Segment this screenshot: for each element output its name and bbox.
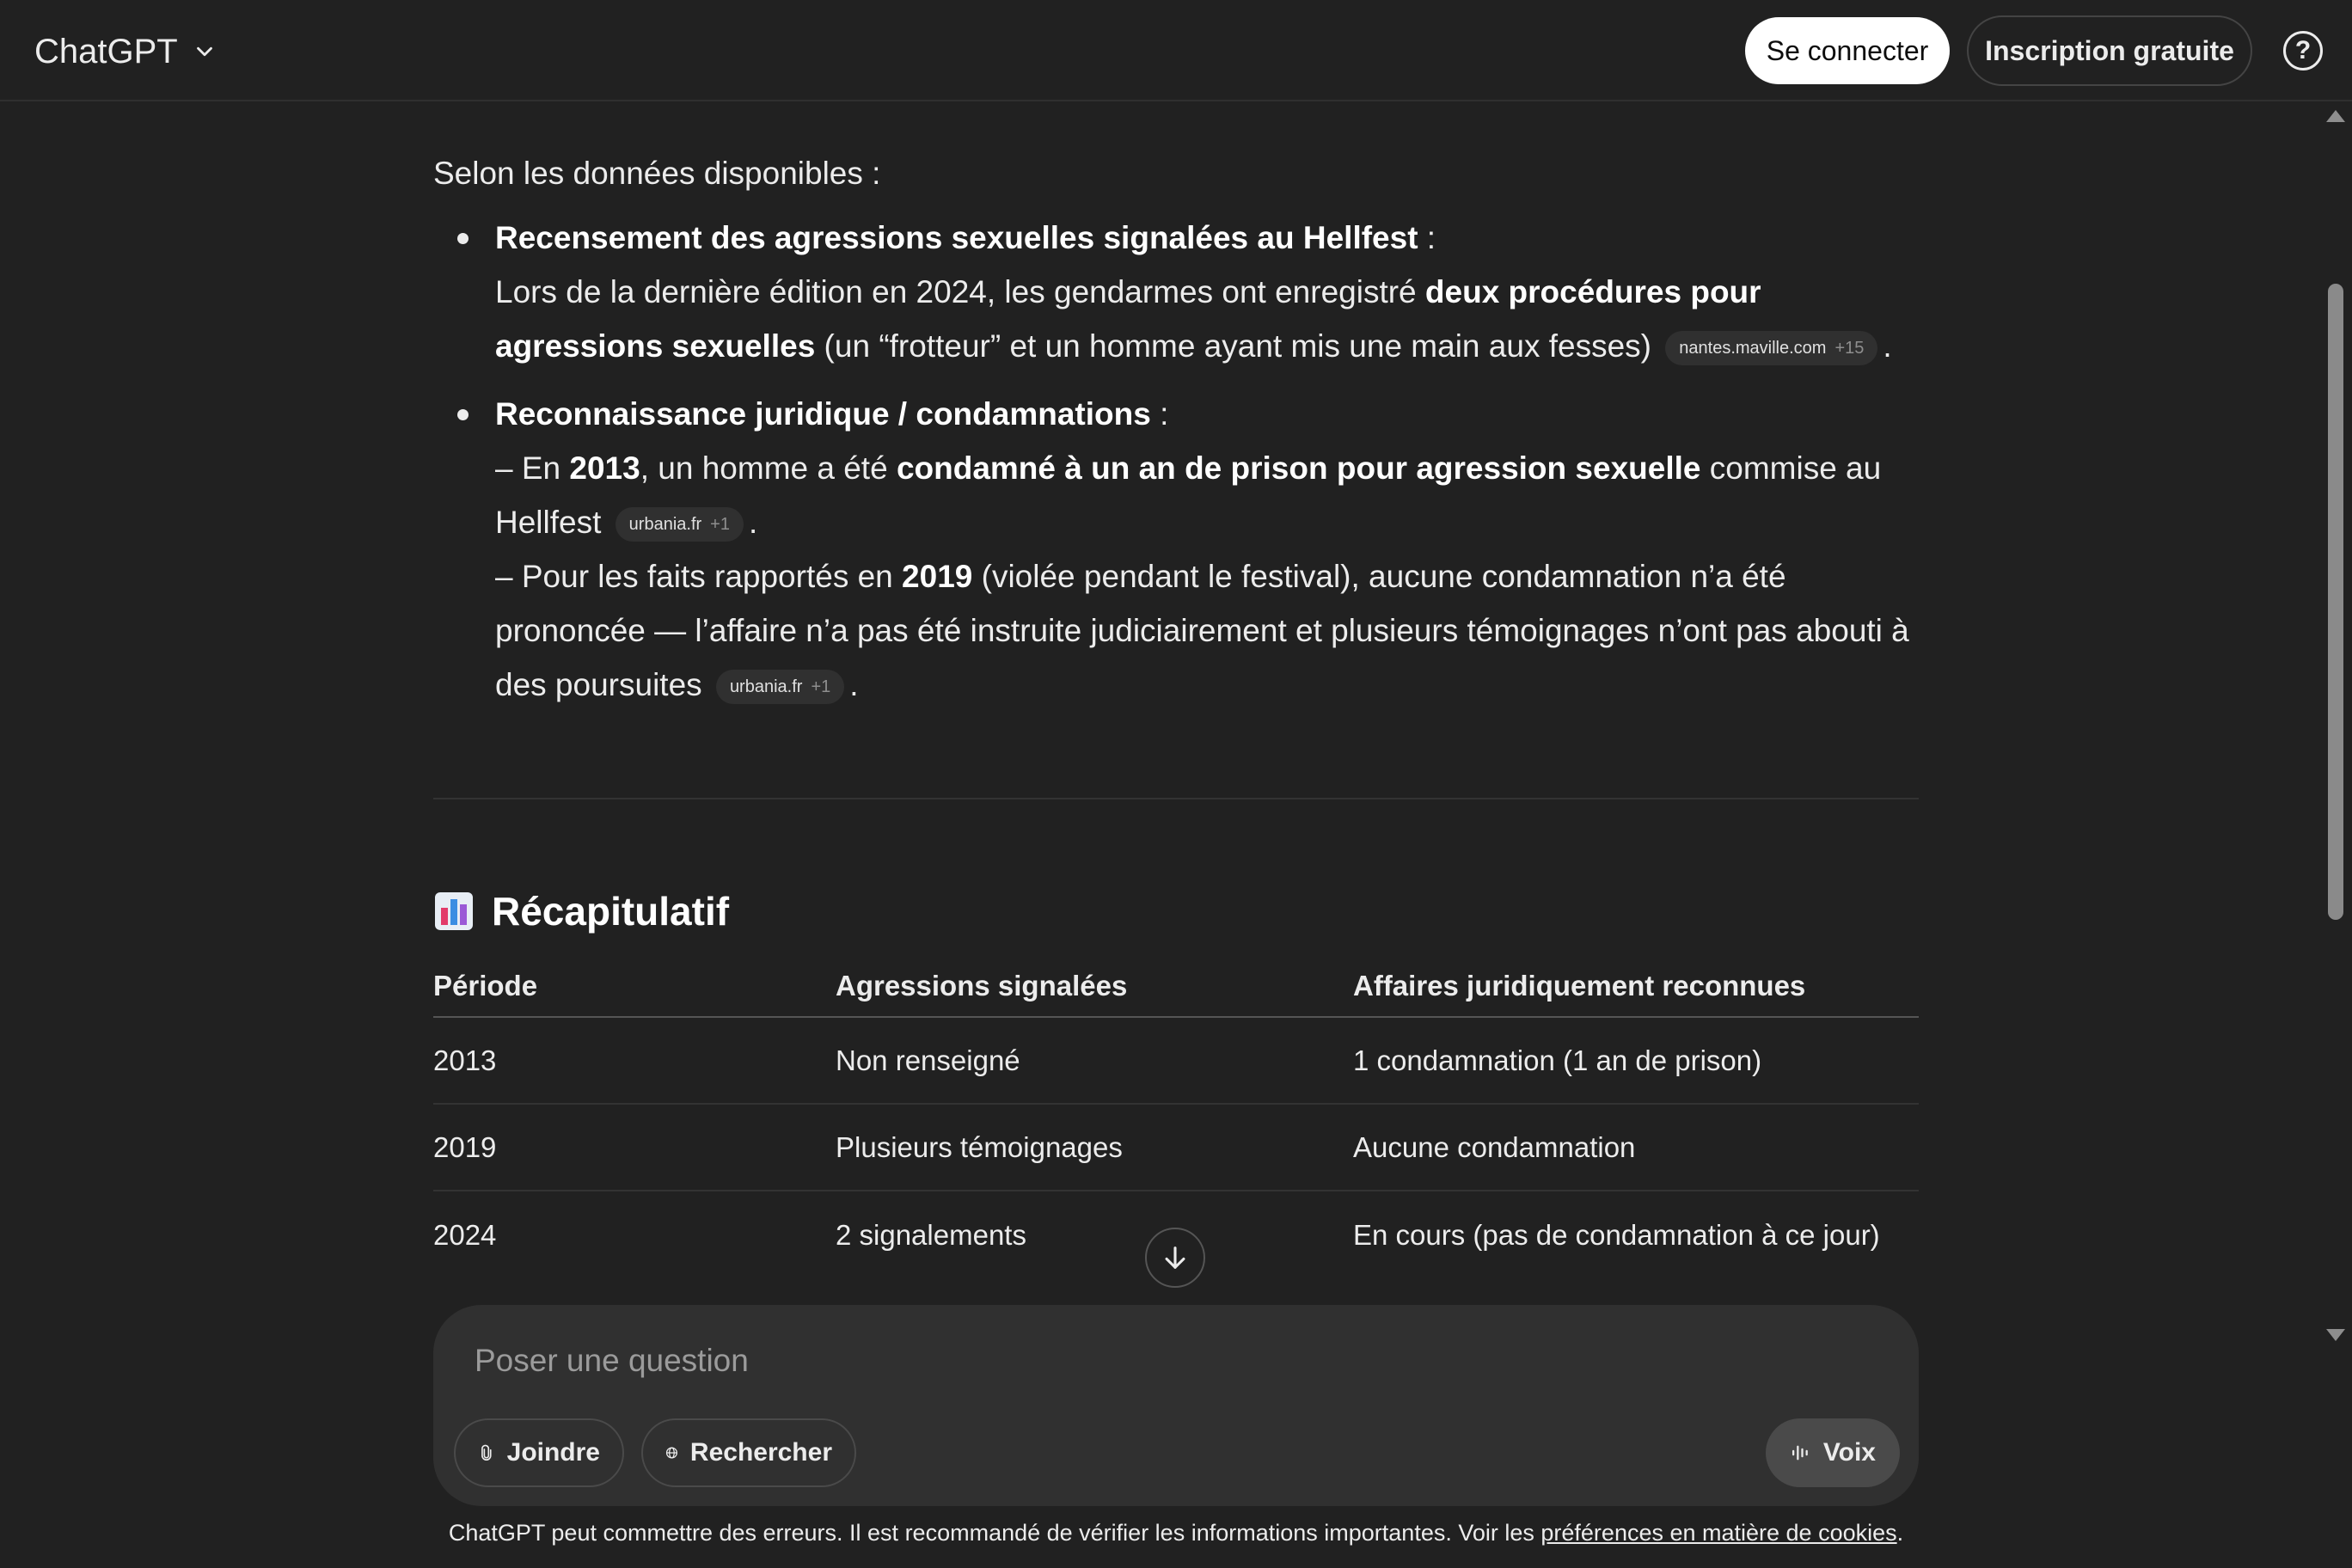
point-title: Reconnaissance juridique / condamnations	[495, 396, 1151, 432]
column-header: Période	[433, 970, 538, 1001]
signup-button[interactable]: Inscription gratuite	[1967, 15, 2252, 86]
assistant-message	[433, 146, 1919, 726]
table-cell: Non renseigné	[836, 1044, 1020, 1076]
scrollbar-up-arrow[interactable]	[2326, 110, 2345, 122]
column-header: Affaires juridiquement reconnues	[1353, 970, 1806, 1001]
point-text-bold: deux procédures pour agressions sexuelles	[495, 274, 1761, 364]
list-item	[495, 387, 1919, 712]
point-title-suffix: :	[1418, 220, 1436, 255]
citation-count: +1	[811, 677, 831, 697]
scroll-to-bottom-button[interactable]	[1145, 1228, 1205, 1288]
attach-label: Joindre	[506, 1438, 600, 1467]
search-button[interactable]	[641, 1418, 856, 1487]
table-cell: 2019	[433, 1130, 497, 1163]
section-title: Récapitulatif	[492, 889, 730, 934]
chevron-down-icon	[192, 39, 217, 64]
point-year: 2013	[569, 450, 640, 486]
citation-count: +1	[710, 515, 730, 535]
table-cell: Plusieurs témoignages	[836, 1130, 1123, 1163]
model-selector[interactable]	[34, 26, 217, 77]
point-text-bold: condamné à un an de prison pour agression sexuelle	[896, 450, 1701, 486]
section-divider	[433, 798, 1919, 799]
cookie-preferences-link[interactable]: préférences en matière de cookies	[1540, 1520, 1897, 1546]
table-cell: Aucune condamnation	[1353, 1130, 1636, 1163]
bullet-list	[433, 211, 1919, 712]
citation-source: nantes.maville.com	[1679, 339, 1827, 358]
point-text: – En	[495, 450, 570, 486]
top-bar	[0, 0, 2352, 101]
scrollbar-thumb[interactable]	[2328, 284, 2343, 920]
table-header-row	[433, 956, 1919, 1018]
citation-badge[interactable]	[1665, 331, 1877, 365]
paperclip-icon	[478, 1438, 495, 1467]
voice-button[interactable]	[1766, 1418, 1900, 1487]
section-heading	[433, 884, 729, 939]
disclaimer-text: ChatGPT peut commettre des erreurs. Il est recommandé de vérifier les informations importantes. Voir les	[448, 1520, 1541, 1546]
punctuation: .	[1883, 328, 1892, 364]
table-cell: 2013	[433, 1044, 497, 1076]
help-icon[interactable]: ?	[2283, 31, 2323, 70]
citation-count: +15	[1834, 339, 1865, 358]
list-item	[495, 211, 1919, 373]
search-label: Rechercher	[689, 1438, 832, 1467]
voice-label: Voix	[1822, 1438, 1876, 1467]
point-title: Recensement des agressions sexuelles signalées au Hellfest	[495, 220, 1418, 255]
point-text: (un “frotteur” et un homme ayant mis une main aux fesses)	[815, 328, 1651, 364]
brand-label: ChatGPT	[34, 32, 178, 70]
citation-source: urbania.fr	[628, 515, 702, 535]
attach-button[interactable]	[454, 1418, 624, 1487]
citation-badge[interactable]	[616, 507, 744, 542]
prompt-input[interactable]	[475, 1339, 1850, 1382]
waveform-icon	[1790, 1438, 1811, 1467]
login-button[interactable]: Se connecter	[1745, 17, 1950, 84]
scrollbar-down-arrow[interactable]	[2326, 1329, 2345, 1341]
arrow-down-icon	[1161, 1243, 1190, 1272]
table-row	[433, 1018, 1919, 1105]
punctuation: .	[748, 505, 758, 540]
point-text: commise au Hellfest	[495, 450, 1882, 540]
disclaimer	[0, 1520, 2352, 1547]
composer	[433, 1305, 1919, 1506]
citation-badge[interactable]	[716, 670, 844, 704]
point-text: (violée pendant le festival), aucune condamnation n’a été prononcée — l’affaire n’a pas été instruite judiciairement et plusieurs témoignages n’ont pas abouti à des poursuites	[495, 559, 1909, 702]
table-cell: 2 signalements	[836, 1218, 1026, 1251]
point-year: 2019	[902, 559, 973, 594]
punctuation: .	[849, 667, 859, 702]
point-text: – Pour les faits rapportés en	[495, 559, 903, 594]
punctuation: .	[1896, 1520, 1904, 1546]
globe-icon	[665, 1438, 678, 1467]
table-cell: En cours (pas de condamnation à ce jour)	[1353, 1218, 1880, 1251]
point-text: Lors de la dernière édition en 2024, les gendarmes ont enregistré	[495, 274, 1425, 309]
citation-source: urbania.fr	[729, 677, 803, 697]
table-cell: 1 condamnation (1 an de prison)	[1353, 1044, 1762, 1076]
message-intro: Selon les données disponibles :	[433, 156, 881, 191]
column-header: Agressions signalées	[836, 970, 1128, 1001]
table-row	[433, 1105, 1919, 1191]
point-text: , un homme a été	[640, 450, 897, 486]
point-title-suffix: :	[1150, 396, 1169, 432]
bar-chart-icon	[433, 891, 475, 932]
table-cell: 2024	[433, 1218, 497, 1251]
